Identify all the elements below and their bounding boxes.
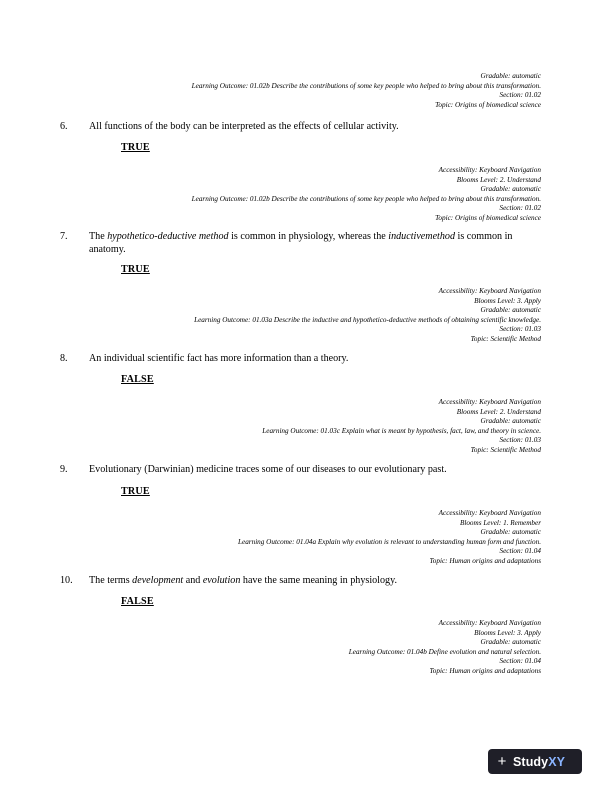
question-number: 9. xyxy=(60,464,68,475)
meta-line: Accessibility: Keyboard Navigation xyxy=(438,166,541,174)
meta-line: Topic: Human origins and adaptations xyxy=(429,556,541,565)
meta-line: Gradable: automatic xyxy=(480,417,541,426)
brand-name: StudyXY xyxy=(513,754,566,769)
answer: TRUE xyxy=(121,486,150,497)
question-6 xyxy=(60,120,539,133)
meta-line: Gradable: automatic xyxy=(480,72,541,80)
question-number: 7. xyxy=(60,231,68,242)
plus-icon: + xyxy=(497,753,507,770)
question-8 xyxy=(60,352,539,365)
meta-line: Accessibility: Keyboard Navigation xyxy=(438,398,541,406)
meta-line: Section: 01.03 xyxy=(499,436,541,445)
question-metadata xyxy=(71,398,541,456)
answer: FALSE xyxy=(121,374,154,385)
question-text: Evolutionary (Darwinian) medicine traces some of our diseases to our evolutionary past. xyxy=(89,464,447,475)
question-text: The terms development and evolution have the same meaning in physiology. xyxy=(89,575,397,586)
question-metadata xyxy=(71,509,541,567)
meta-line: Learning Outcome: 01.04b Define evolution and natural selection. xyxy=(348,647,541,656)
meta-line: Topic: Origins of biomedical science xyxy=(435,213,541,222)
meta-line: Topic: Human origins and adaptations xyxy=(429,666,541,675)
meta-line: Section: 01.02 xyxy=(499,91,541,100)
question-metadata xyxy=(71,619,541,677)
meta-line: Learning Outcome: 01.02b Describe the contributions of some key people who helped to bring about this transformation. xyxy=(191,81,541,90)
question-metadata xyxy=(71,166,541,224)
top-metadata xyxy=(71,72,541,110)
meta-line: Learning Outcome: 01.03a Describe the inductive and hypothetico-deductive methods of obtaining scientific knowledge. xyxy=(194,315,541,324)
meta-line: Learning Outcome: 01.04a Explain why evolution is relevant to understanding human form and function. xyxy=(238,537,541,546)
studyxy-logo-badge[interactable] xyxy=(488,749,582,774)
meta-line: Blooms Level: 3. Apply xyxy=(474,628,541,637)
meta-line: Section: 01.03 xyxy=(499,325,541,334)
meta-line: Gradable: automatic xyxy=(480,528,541,537)
meta-line: Blooms Level: 2. Understand xyxy=(456,407,541,416)
meta-line: Accessibility: Keyboard Navigation xyxy=(438,619,541,627)
meta-line: Section: 01.02 xyxy=(499,204,541,213)
meta-line: Section: 01.04 xyxy=(499,657,541,666)
meta-line: Blooms Level: 3. Apply xyxy=(474,296,541,305)
question-text: The hypothetico-deductive method is common in physiology, whereas the inductivemethod is common in anatomy. xyxy=(89,231,513,256)
answer: TRUE xyxy=(121,142,150,153)
meta-line: Gradable: automatic xyxy=(480,185,541,194)
question-number: 10. xyxy=(60,575,73,586)
question-number: 6. xyxy=(60,121,68,132)
answer: FALSE xyxy=(121,596,154,607)
meta-line: Learning Outcome: 01.02b Describe the contributions of some key people who helped to bring about this transformation. xyxy=(191,194,541,203)
meta-line: Gradable: automatic xyxy=(480,306,541,315)
question-number: 8. xyxy=(60,353,68,364)
question-10 xyxy=(60,574,539,587)
question-7 xyxy=(60,230,539,257)
meta-line: Topic: Origins of biomedical science xyxy=(435,100,541,109)
meta-line: Gradable: automatic xyxy=(480,638,541,647)
meta-line: Accessibility: Keyboard Navigation xyxy=(438,287,541,295)
meta-line: Topic: Scientific Method xyxy=(470,445,541,454)
meta-line: Learning Outcome: 01.03c Explain what is meant by hypothesis, fact, law, and theory in science. xyxy=(262,426,541,435)
question-9 xyxy=(60,463,539,476)
meta-line: Blooms Level: 2. Understand xyxy=(456,175,541,184)
meta-line: Blooms Level: 1. Remember xyxy=(459,518,541,527)
question-metadata xyxy=(71,287,541,345)
answer: TRUE xyxy=(121,264,150,275)
meta-line: Topic: Scientific Method xyxy=(470,334,541,343)
question-text: All functions of the body can be interpreted as the effects of cellular activity. xyxy=(89,121,399,132)
question-text: An individual scientific fact has more information than a theory. xyxy=(89,353,349,364)
meta-line: Accessibility: Keyboard Navigation xyxy=(438,509,541,517)
meta-line: Section: 01.04 xyxy=(499,547,541,556)
